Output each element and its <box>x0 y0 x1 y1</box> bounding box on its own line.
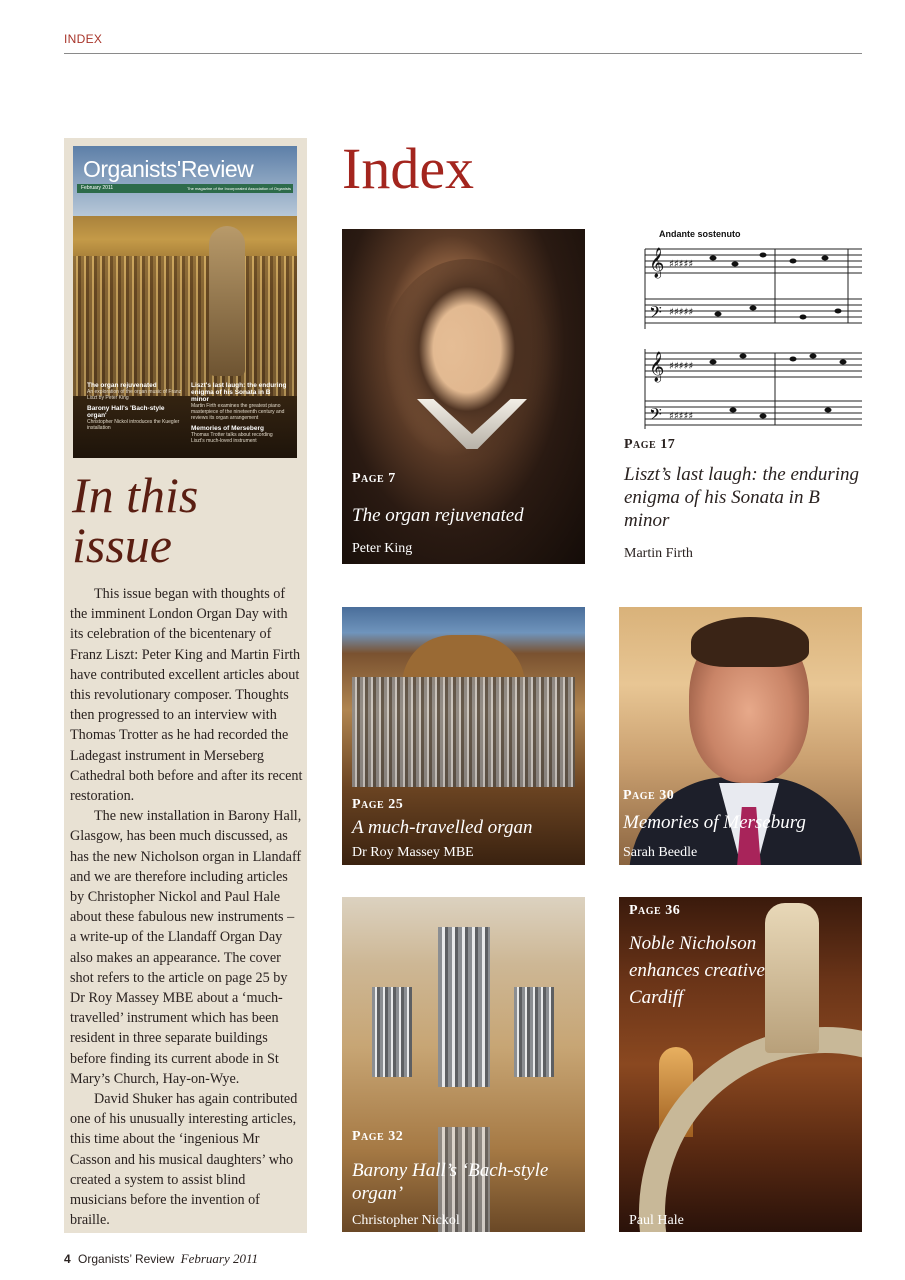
cover-blurb-title: Memories of Merseberg <box>191 425 264 432</box>
header-rule <box>64 53 862 54</box>
svg-text:𝄢: 𝄢 <box>649 302 662 326</box>
issue-date: February 2011 <box>180 1251 259 1266</box>
article-tile-page-36[interactable] <box>619 897 862 1232</box>
editorial-paragraph: David Shuker has again contributed one of his unusually interesting articles, this time about the ‘ingenious Mr Casson and his musical daughters’ who created a system to assist blind musicians before the invention of braille. <box>70 1091 298 1229</box>
heading-line: In this <box>72 467 199 523</box>
article-page-number: Page 36 <box>629 903 681 918</box>
cover-blurb-text: Christopher Nickol introduces the Kuegler installation <box>87 419 180 431</box>
article-title[interactable]: Barony Hall’s ‘Bach-style organ’ <box>352 1160 549 1204</box>
article-title[interactable]: Noble Nicholson enhances creative Cardiff <box>629 933 765 1008</box>
svg-text:♯♯♯♯♯: ♯♯♯♯♯ <box>669 411 694 422</box>
cover-blurb-title: Barony Hall's 'Bach-style organ' <box>87 405 165 419</box>
article-tile-page-7[interactable] <box>342 229 585 564</box>
magazine-cover <box>73 146 297 458</box>
article-title[interactable]: A much-travelled organ <box>352 817 533 838</box>
magazine-name: Organists’ Review <box>78 1252 175 1266</box>
organ-pipes-image <box>372 987 412 1077</box>
article-author: Paul Hale <box>629 1213 684 1228</box>
article-title[interactable]: Liszt’s last laugh: the enduring enigma of his Sonata in B minor <box>624 464 860 531</box>
article-author: Dr Roy Massey MBE <box>352 845 474 860</box>
tempo-marking: Andante sostenuto <box>659 229 741 239</box>
cover-blurb-title: Liszt's last laugh: the enduring enigma of his Sonata in B minor <box>191 382 287 403</box>
cover-blurb-text: An exploration of the organ music of Franz Liszt by Peter King <box>87 389 182 401</box>
cover-subtitle: The magazine of the Incorporated Association of Organists <box>186 186 291 191</box>
cover-blurb-text: Martin Firth examines the greatest piano masterpiece of the nineteenth century and reviews its organ arrangement <box>191 403 285 421</box>
article-page-number: Page 7 <box>352 471 396 486</box>
page-footer <box>64 1251 258 1267</box>
article-tile-page-25[interactable] <box>342 607 585 865</box>
organ-pipes-image <box>438 927 490 1087</box>
section-label: INDEX <box>64 32 103 46</box>
cover-statue <box>209 226 245 376</box>
editorial-paragraph: This issue began with thoughts of the imminent London Organ Day with its celebration of the bicentenary of Franz Liszt: Peter King and Martin Firth have contributed excellent articles about this revolutionary composer. Thoughts then progressed to an interview with Thomas Trotter as he had recorded the Ladegast instrument in Merseberg Cathedral both before and after its recent restoration. <box>70 586 303 805</box>
article-author: Peter King <box>352 541 413 556</box>
sheet-music-staves <box>643 229 862 439</box>
organ-pipes-image <box>514 987 554 1077</box>
sidebar <box>64 138 307 1233</box>
svg-text:♯♯♯♯♯: ♯♯♯♯♯ <box>669 307 694 318</box>
cover-date: February 2011 <box>81 185 114 191</box>
article-author: Martin Firth <box>624 546 693 561</box>
article-page-number: Page 32 <box>352 1129 404 1144</box>
editorial-text <box>70 584 303 1231</box>
article-page-number: Page 17 <box>624 437 676 452</box>
article-author: Sarah Beedle <box>623 845 698 860</box>
cover-blurb-text: Thomas Trotter talks about recording Liszt's much-loved instrument <box>191 432 273 444</box>
article-title[interactable]: The organ rejuvenated <box>352 505 524 526</box>
organ-arc-image <box>619 975 862 1232</box>
index-title: Index <box>342 136 475 201</box>
cover-blurb-title: The organ rejuvenated <box>87 382 157 389</box>
page-number: 4 <box>64 1252 71 1266</box>
portrait-image <box>382 259 552 459</box>
article-page-number: Page 30 <box>623 788 675 803</box>
in-this-issue-heading <box>72 467 199 573</box>
heading-line: issue <box>72 517 172 573</box>
article-page-number: Page 25 <box>352 797 404 812</box>
svg-text:𝄞: 𝄞 <box>649 352 665 382</box>
cover-masthead: Organists'Review <box>83 156 254 182</box>
article-author: Christopher Nickol <box>352 1213 460 1228</box>
editorial-paragraph: The new installation in Barony Hall, Glasgow, has been much discussed, as has the new Nicholson organ in Llandaff and we are therefore including articles by Christopher Nickol and Paul Hale about these fabulous new instruments – a write-up of the Llandaff Organ Day also makes an appearance. The cover shot refers to the article on page 25 by Dr Roy Massey MBE about a ‘much-travelled’ instrument which has been resident in three separate buildings before finding its current abode in St Mary’s Church, Hay-on-Wye. <box>70 808 302 1087</box>
article-tile-page-32[interactable] <box>342 897 585 1232</box>
svg-text:♯♯♯♯♯: ♯♯♯♯♯ <box>669 259 694 270</box>
article-tile-page-30[interactable] <box>619 607 862 865</box>
svg-text:𝄢: 𝄢 <box>649 404 662 428</box>
portrait-hair <box>691 617 809 667</box>
svg-text:𝄞: 𝄞 <box>649 248 665 278</box>
svg-text:♯♯♯♯♯: ♯♯♯♯♯ <box>669 361 694 372</box>
article-title[interactable]: Memories of Merseburg <box>623 812 806 833</box>
organ-pipes-image <box>352 677 575 787</box>
cover-organ-pipes <box>73 256 297 396</box>
sheet-music-image <box>643 229 862 439</box>
article-tile-page-17[interactable] <box>624 437 862 562</box>
